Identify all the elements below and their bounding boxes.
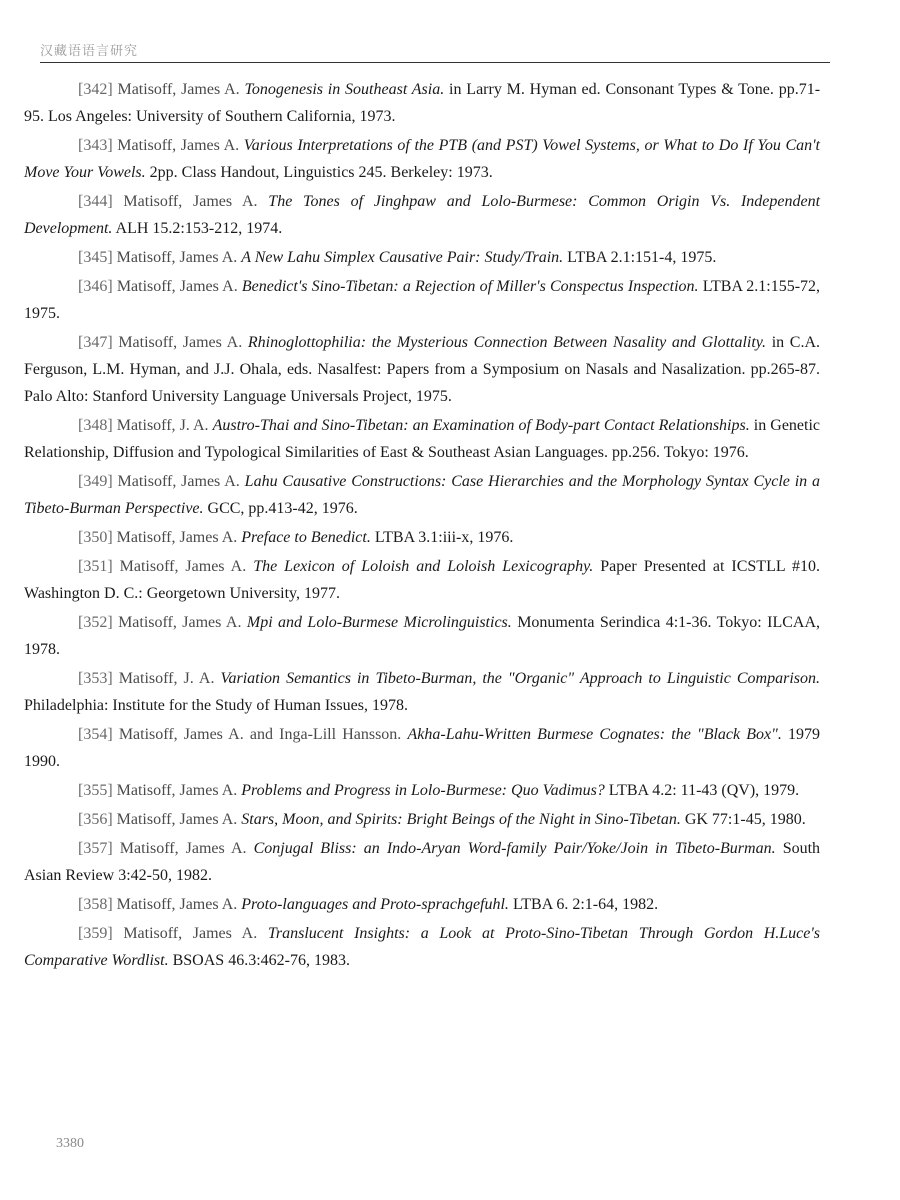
entry-title: Tonogenesis in Southeast Asia.: [244, 81, 445, 98]
entry-details: GK 77:1-45, 1980.: [684, 811, 806, 828]
entry-title: Problems and Progress in Lolo-Burmese: Quo Vadimus?: [241, 782, 605, 799]
entry-number: [342]: [78, 81, 113, 98]
entry-number: [350]: [78, 529, 113, 546]
bibliography-entry: [24, 329, 820, 410]
bibliography-entry: [24, 76, 820, 130]
entry-author: Matisoff, James A.: [119, 840, 247, 857]
entry-number: [351]: [78, 558, 113, 575]
entry-number: [357]: [78, 840, 113, 857]
bibliography-entry: [24, 665, 820, 719]
entry-number: [344]: [78, 193, 113, 210]
running-header: 汉藏语语言研究: [40, 43, 139, 58]
entry-number: [348]: [78, 417, 113, 434]
entry-number: [356]: [78, 811, 113, 828]
bibliography-entry: [24, 891, 820, 918]
bibliography-entry: [24, 524, 820, 551]
bibliography-entry: [24, 609, 820, 663]
entry-title: Benedict's Sino-Tibetan: a Rejection of Miller's Conspectus Inspection.: [241, 278, 699, 295]
entry-author: Matisoff, James A.: [116, 811, 238, 828]
entry-author: Matisoff, James A.: [117, 81, 240, 98]
bibliography-entry: [24, 777, 820, 804]
entry-author: Matisoff, James A.: [118, 614, 242, 631]
entry-author: Matisoff, James A.: [117, 473, 240, 490]
entry-title: The Tones of Jinghpaw and Lolo-Burmese: Common Origin Vs. Independent Development.: [24, 193, 821, 237]
entry-title: Akha-Lahu-Written Burmese Cognates: the "Black Box".: [407, 726, 782, 743]
page-number: 3380: [56, 1136, 84, 1151]
entry-details: in C.A. Ferguson, L.M. Hyman, and J.J. Ohala, eds. Nasalfest: Papers from a Symposium on Nasals and Nasalization. pp.265-87. Palo Alto: Stanford University Language Universals Project, 1975.: [24, 334, 821, 405]
entry-title: Austro-Thai and Sino-Tibetan: an Examination of Body-part Contact Relationships.: [212, 417, 750, 434]
entry-number: [358]: [78, 896, 113, 913]
entry-details: LTBA 2.1:155-72, 1975.: [24, 278, 821, 322]
bibliography-entry: [24, 188, 820, 242]
entry-details: BSOAS 46.3:462-76, 1983.: [172, 952, 350, 969]
entry-details: 1979 1990.: [24, 726, 821, 770]
entry-title: Mpi and Lolo-Burmese Microlinguistics.: [246, 614, 512, 631]
bibliography-list: [24, 76, 820, 976]
bibliography-entry: [24, 920, 820, 974]
entry-number: [354]: [78, 726, 113, 743]
entry-details: GCC, pp.413-42, 1976.: [207, 500, 358, 517]
entry-number: [352]: [78, 614, 113, 631]
entry-title: Preface to Benedict.: [241, 529, 371, 546]
bibliography-entry: [24, 132, 820, 186]
entry-details: 2pp. Class Handout, Linguistics 245. Berkeley: 1973.: [149, 164, 493, 181]
entry-author: Matisoff, James A.: [116, 529, 238, 546]
entry-author: Matisoff, James A.: [116, 249, 238, 266]
entry-title: Proto-languages and Proto-sprachgefuhl.: [241, 896, 509, 913]
entry-author: Matisoff, James A.: [116, 782, 238, 799]
entry-author: Matisoff, James A.: [116, 278, 238, 295]
entry-title: Conjugal Bliss: an Indo-Aryan Word-family Pair/Yoke/Join in Tibeto-Burman.: [253, 840, 776, 857]
entry-author: Matisoff, James A.: [116, 896, 238, 913]
entry-details: ALH 15.2:153-212, 1974.: [115, 220, 283, 237]
entry-title: Various Interpretations of the PTB (and PST) Vowel Systems, or What to Do If You Can't Move Your Vowels.: [24, 137, 820, 181]
entry-details: in Larry M. Hyman ed. Consonant Types & Tone. pp.71-95. Los Angeles: University of Southern California, 1973.: [24, 81, 821, 125]
bibliography-entry: [24, 468, 820, 522]
entry-number: [343]: [78, 137, 113, 154]
entry-details: LTBA 4.2: 11-43 (QV), 1979.: [608, 782, 800, 799]
entry-details: LTBA 3.1:iii-x, 1976.: [374, 529, 514, 546]
bibliography-entry: [24, 721, 820, 775]
entry-details: Philadelphia: Institute for the Study of Human Issues, 1978.: [24, 697, 408, 714]
entry-title: Stars, Moon, and Spirits: Bright Beings of the Night in Sino-Tibetan.: [241, 811, 681, 828]
bibliography-entry: [24, 806, 820, 833]
entry-author: Matisoff, James A.: [118, 334, 243, 351]
entry-title: The Lexicon of Loloish and Loloish Lexicography.: [253, 558, 594, 575]
bibliography-entry: [24, 244, 820, 271]
entry-number: [353]: [78, 670, 113, 687]
bibliography-entry: [24, 553, 820, 607]
entry-author: Matisoff, James A.: [117, 137, 240, 154]
entry-details: LTBA 6. 2:1-64, 1982.: [512, 896, 659, 913]
bibliography-entry: [24, 273, 820, 327]
header-rule: [40, 62, 830, 63]
entry-details: in Genetic Relationship, Diffusion and Typological Similarities of East & Southeast Asian Languages. pp.256. Tokyo: 1976.: [24, 417, 821, 461]
entry-details: Monumenta Serindica 4:1-36. Tokyo: ILCAA, 1978.: [24, 614, 821, 658]
entry-details: Paper Presented at ICSTLL #10. Washington D. C.: Georgetown University, 1977.: [24, 558, 821, 602]
entry-author: Matisoff, J. A.: [118, 670, 215, 687]
entry-title: Variation Semantics in Tibeto-Burman, the "Organic" Approach to Linguistic Comparison.: [220, 670, 821, 687]
entry-title: A New Lahu Simplex Causative Pair: Study/Train.: [241, 249, 564, 266]
entry-number: [346]: [78, 278, 113, 295]
entry-author: Matisoff, James A.: [119, 558, 247, 575]
entry-title: Translucent Insights: a Look at Proto-Sino-Tibetan Through Gordon H.Luce's Comparative Wordlist.: [24, 925, 821, 969]
entry-title: Lahu Causative Constructions: Case Hierarchies and the Morphology Syntax Cycle in a Tibeto-Burman Perspective.: [24, 473, 821, 517]
entry-number: [349]: [78, 473, 113, 490]
entry-author: Matisoff, James A.: [123, 925, 258, 942]
entry-number: [347]: [78, 334, 113, 351]
entry-author: Matisoff, James A. and Inga-Lill Hansson.: [118, 726, 402, 743]
entry-author: Matisoff, James A.: [123, 193, 258, 210]
entry-author: Matisoff, J. A.: [116, 417, 209, 434]
entry-number: [359]: [78, 925, 113, 942]
entry-number: [345]: [78, 249, 113, 266]
entry-details: South Asian Review 3:42-50, 1982.: [24, 840, 821, 884]
entry-details: LTBA 2.1:151-4, 1975.: [567, 249, 717, 266]
entry-title: Rhinoglottophilia: the Mysterious Connection Between Nasality and Glottality.: [247, 334, 767, 351]
bibliography-entry: [24, 835, 820, 889]
entry-number: [355]: [78, 782, 113, 799]
bibliography-entry: [24, 412, 820, 466]
